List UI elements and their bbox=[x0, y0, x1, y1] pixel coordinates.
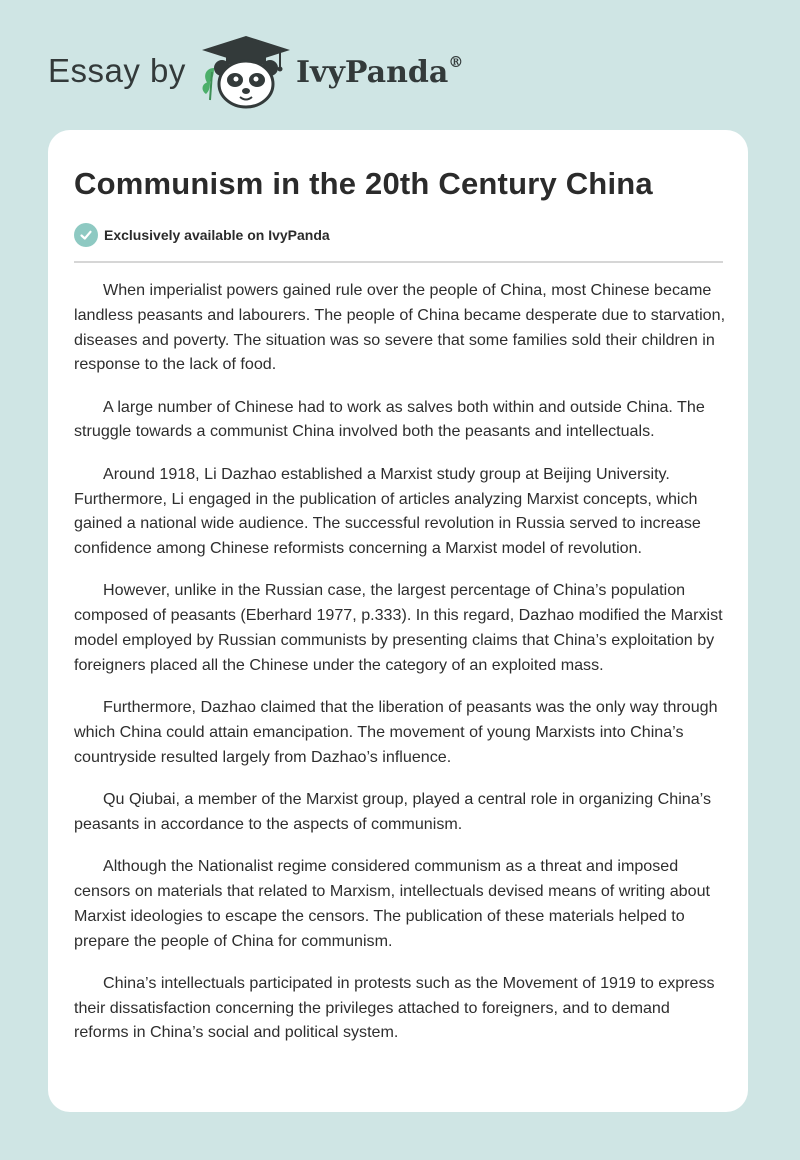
page-title: Communism in the 20th Century China bbox=[74, 166, 653, 201]
paragraph: Qu Qiubai, a member of the Marxist group, played a central role in organizing China’s peasants in accordance to the aspects of communism. bbox=[74, 790, 712, 833]
exclusive-badge-label: Exclusively available on IvyPanda bbox=[104, 227, 330, 243]
brand-text: IvyPanda bbox=[296, 55, 449, 90]
paragraph: Around 1918, Li Dazhao established a Marxist study group at Beijing University. Furthermore, Li engaged in the publication of articles analyzing Marxist concepts, which gained a national wide audience. The successful revolution in Russia served to increase confidence among Chinese reformists concerning a Marxist model of revolution. bbox=[74, 464, 701, 558]
paragraph: A large number of Chinese had to work as salves both within and outside China. The struggle towards a communist China involved both the peasants and intellectuals. bbox=[74, 397, 705, 441]
essay-card bbox=[48, 130, 748, 1112]
ivypanda-logo-icon[interactable] bbox=[200, 34, 292, 110]
paragraph: China’s intellectuals participated in protests such as the Movement of 1919 to express their dissatisfaction concerning the privileges attached to foreigners, and to demand reforms in China’s social and political system. bbox=[74, 973, 715, 1042]
paragraph: However, unlike in the Russian case, the largest percentage of China’s population composed of peasants (Eberhard 1977, p.333). In this regard, Dazhao modified the Marxist model employed by Russian communists by presenting claims that China’s exploitation by foreigners placed all the Chinese under the category of an exploited mass. bbox=[74, 581, 723, 674]
check-circle-icon bbox=[74, 223, 98, 247]
essay-body bbox=[74, 278, 726, 1063]
registered-mark: ® bbox=[448, 53, 464, 71]
exclusive-badge bbox=[74, 222, 330, 248]
header bbox=[0, 0, 800, 130]
brand-name[interactable] bbox=[296, 55, 463, 90]
paragraph: Although the Nationalist regime considered communism as a threat and imposed censors on materials that related to Marxism, intellectuals devised means of writing about Marxist ideologies to escape the censors. The publication of these materials helped to prepare the people of China for communism. bbox=[74, 857, 711, 950]
divider bbox=[74, 261, 723, 263]
essay-by-label: Essay by bbox=[48, 52, 186, 89]
paragraph: When imperialist powers gained rule over the people of China, most Chinese became landless peasants and labourers. The people of China became desperate due to starvation, diseases and poverty. The situation was so severe that some families sold their children in response to the lack of food. bbox=[74, 281, 726, 374]
paragraph: Furthermore, Dazhao claimed that the liberation of peasants was the only way through which China could attain emancipation. The movement of young Marxists into China’s countryside resulted largely from Dazhao’s influence. bbox=[74, 698, 718, 766]
